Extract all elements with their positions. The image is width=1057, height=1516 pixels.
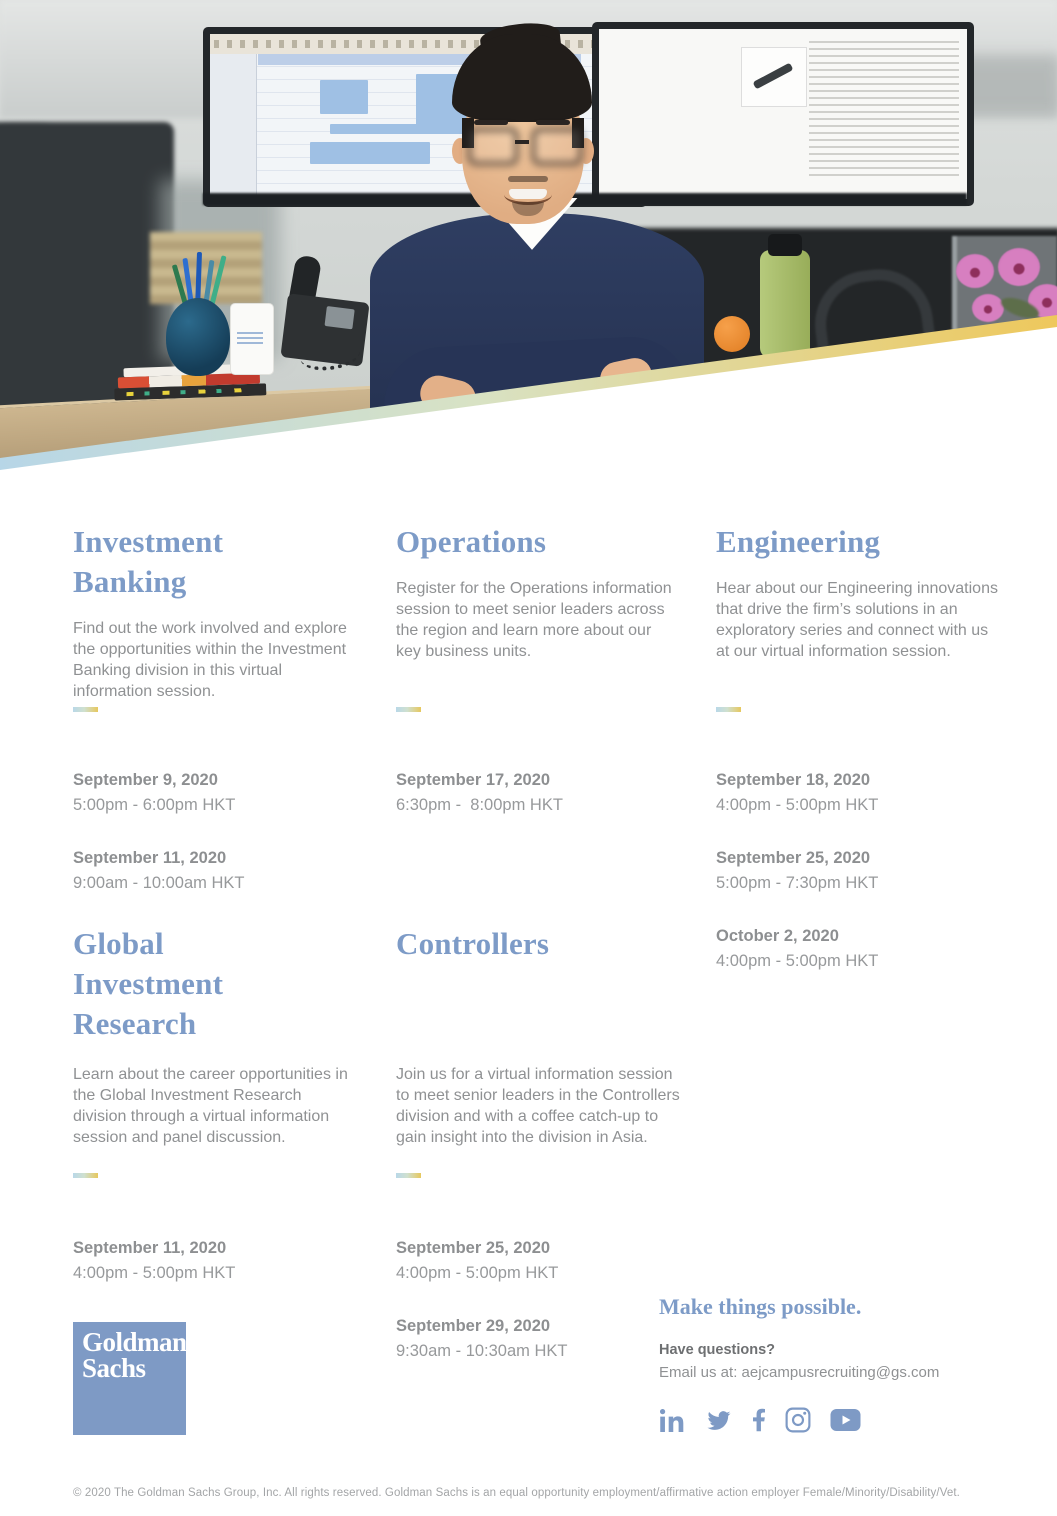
- event-time: 5:00pm - 7:30pm HKT: [716, 874, 879, 892]
- person-hair: [452, 34, 592, 122]
- event-time: 9:00am - 10:00am HKT: [73, 874, 245, 892]
- section-title: Controllers: [396, 926, 550, 961]
- section-investment-banking: [73, 522, 357, 924]
- youtube-link[interactable]: [830, 1409, 861, 1431]
- hero-photo: [0, 0, 1057, 472]
- event-date: September 18, 2020: [716, 771, 871, 789]
- eyebrow: [474, 120, 508, 125]
- section-global-investment-research: [73, 924, 357, 1314]
- event-list: [73, 768, 357, 896]
- glasses-right-lens: [532, 128, 582, 165]
- eyebrow: [536, 120, 570, 125]
- section-description: Register for the Operations information session to meet senior leaders across the region and learn more about our key business units.: [396, 580, 672, 660]
- event-date: September 29, 2020: [396, 1317, 551, 1335]
- glasses-bridge: [515, 140, 529, 144]
- section-description: Join us for a virtual information session to meet senior leaders in the Controllers division and with a coffee catch-up to gain insight into the division in Asia.: [396, 1066, 680, 1146]
- divider-accent: [396, 1173, 421, 1178]
- event: [716, 846, 1000, 896]
- mustache: [508, 176, 548, 182]
- event-list: [396, 1236, 680, 1364]
- section-description: Hear about our Engineering innovations that drive the firm’s solutions in an exploratory series and connect with us at our virtual information session.: [716, 580, 998, 660]
- event-time: 5:00pm - 6:00pm HKT: [73, 796, 236, 814]
- divider-accent: [716, 707, 741, 712]
- person: [0, 0, 1057, 472]
- event-date: September 25, 2020: [716, 849, 871, 867]
- twitter-icon: [705, 1409, 733, 1432]
- divider-accent: [73, 707, 98, 712]
- event: [716, 924, 1000, 974]
- section-title: Operations: [396, 524, 547, 559]
- youtube-icon: [830, 1409, 861, 1431]
- footer-contact-block: [659, 1294, 1029, 1433]
- section-title: Engineering: [716, 524, 881, 559]
- event: [73, 1236, 357, 1286]
- event-time: 4:00pm - 5:00pm HKT: [73, 1264, 236, 1282]
- twitter-link[interactable]: [705, 1409, 733, 1432]
- section-description: Find out the work involved and explore the opportunities within the Investment Banking division in this virtual information session.: [73, 620, 347, 700]
- divider-accent: [396, 707, 421, 712]
- instagram-icon: [785, 1407, 811, 1433]
- goldman-sachs-logo: [73, 1322, 186, 1435]
- logo-line-2: Sachs: [82, 1353, 146, 1383]
- glasses-left-lens: [468, 128, 518, 165]
- divider-accent: [73, 1173, 98, 1178]
- event-time: 4:00pm - 5:00pm HKT: [396, 1264, 559, 1282]
- section-title: Global Investment Research: [73, 926, 224, 1041]
- logo-line-1: Goldman: [82, 1327, 187, 1357]
- section-operations: [396, 522, 680, 846]
- email-prefix: Email us at:: [659, 1364, 742, 1381]
- section-title: Investment Banking: [73, 524, 224, 599]
- event: [716, 768, 1000, 818]
- event: [73, 846, 357, 896]
- event-date: September 11, 2020: [73, 849, 227, 867]
- event-date: September 11, 2020: [73, 1239, 227, 1257]
- facebook-link[interactable]: [752, 1407, 766, 1433]
- event-date: September 17, 2020: [396, 771, 551, 789]
- social-icons-row: [659, 1407, 1029, 1433]
- event-time: 4:00pm - 5:00pm HKT: [716, 952, 879, 970]
- event: [396, 1314, 680, 1364]
- event-date: September 9, 2020: [73, 771, 218, 789]
- section-engineering: [716, 522, 1000, 1002]
- section-controllers: [396, 924, 680, 1392]
- event-list: [716, 768, 1000, 974]
- copyright-text: © 2020 The Goldman Sachs Group, Inc. All rights reserved. Goldman Sachs is an equal opportunity employment/affirmative action employer Female/Minority/Disability/Vet.: [73, 1487, 960, 1499]
- event-list: [73, 1236, 357, 1286]
- event-list: [396, 768, 680, 818]
- linkedin-link[interactable]: [659, 1408, 686, 1433]
- linkedin-icon: [659, 1408, 686, 1433]
- section-description: Learn about the career opportunities in the Global Investment Research division through a virtual information session and panel discussion.: [73, 1066, 348, 1146]
- event: [396, 1236, 680, 1286]
- email-link[interactable]: aejcampusrecruiting@gs.com: [741, 1364, 940, 1381]
- questions-label: Have questions?: [659, 1342, 776, 1358]
- event-time: 6:30pm - 8:00pm HKT: [396, 796, 563, 814]
- event-date: September 25, 2020: [396, 1239, 551, 1257]
- event-time: 9:30am - 10:30am HKT: [396, 1342, 568, 1360]
- event-date: October 2, 2020: [716, 927, 839, 945]
- event-time: 4:00pm - 5:00pm HKT: [716, 796, 879, 814]
- facebook-icon: [752, 1407, 766, 1433]
- instagram-link[interactable]: [785, 1407, 811, 1433]
- event: [73, 768, 357, 818]
- event: [396, 768, 680, 818]
- email-line: [659, 1364, 1029, 1381]
- tagline: Make things possible.: [659, 1294, 862, 1319]
